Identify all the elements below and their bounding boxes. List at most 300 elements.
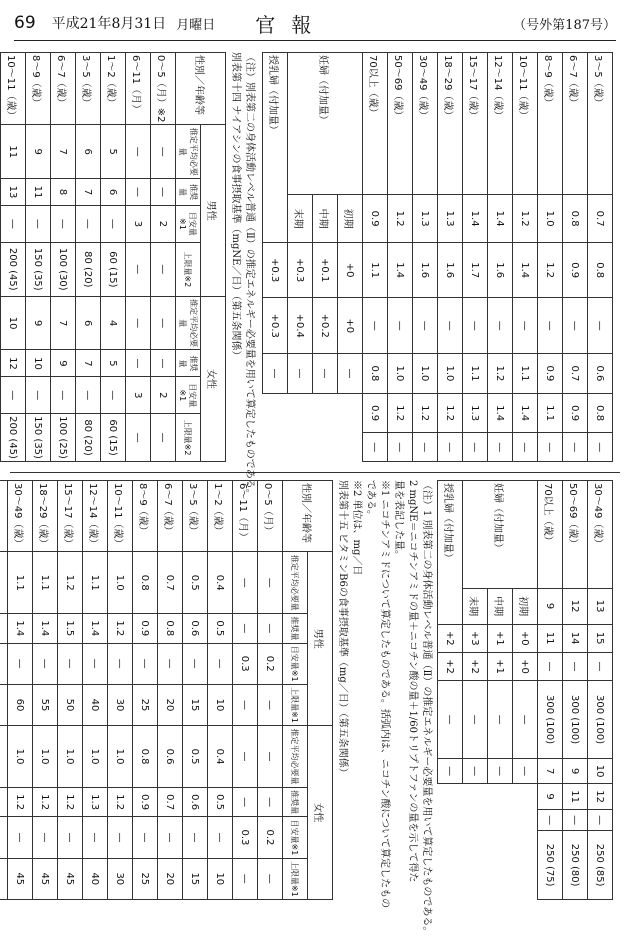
- table-cell: —: [538, 652, 563, 680]
- table-cell: +1: [488, 652, 513, 680]
- table-cell: 1.4: [463, 195, 488, 242]
- table-cell: 0.9: [538, 354, 563, 394]
- table-cell: —: [233, 858, 258, 899]
- table-cell: 1.2: [413, 393, 438, 433]
- table-cell: 3: [126, 206, 151, 243]
- table-cell: —: [563, 809, 588, 831]
- column-header: 目安量※1: [283, 817, 308, 858]
- table-cell: 200 (45): [1, 414, 26, 462]
- row-label: 6〜7（歳）: [51, 53, 76, 125]
- table-cell: —: [108, 817, 133, 858]
- row-label: 30〜49（歳）: [413, 53, 438, 195]
- table-cell: —: [233, 726, 258, 788]
- table-cell: 15: [183, 684, 208, 725]
- table-row: [438, 53, 463, 462]
- table-cell: 150 (35): [26, 414, 51, 462]
- table-cell: 1.2: [108, 787, 133, 816]
- table-cell: —: [538, 433, 563, 462]
- table-cell: 45: [58, 858, 83, 899]
- sex-age-header: 性別／年齢等: [176, 53, 226, 125]
- table-cell: —: [438, 433, 463, 462]
- table-cell: 200 (45): [1, 242, 26, 296]
- gazette-title: 官報: [255, 12, 328, 37]
- table-cell: —: [488, 433, 513, 462]
- upper-note: （注）別表第二の身体活動レベル普通（Ⅱ）の推定エネルギー必要量を用いて算定したものである。: [244, 52, 255, 499]
- table-cell: —: [183, 643, 208, 684]
- table-cell: 300 (100): [538, 681, 563, 759]
- table-cell: 9: [538, 588, 563, 624]
- row-label: 12〜14（歳）: [488, 53, 513, 195]
- table-cell: [0, 125, 1, 179]
- table-cell: —: [263, 354, 288, 394]
- table-cell: +0.3: [263, 242, 288, 298]
- table-cell: [0, 858, 8, 899]
- row-label: 0〜5（月）※2: [151, 53, 176, 125]
- table-cell: 2: [151, 206, 176, 243]
- table-cell: 1.2: [513, 195, 538, 242]
- table-cell: —: [83, 643, 108, 684]
- table-cell: —: [76, 377, 101, 414]
- table-cell: —: [488, 298, 513, 354]
- row-label: 6〜11（月）: [126, 53, 151, 125]
- female-header: 女性: [201, 296, 226, 461]
- table-cell: 0.5: [183, 726, 208, 788]
- row-label: 8〜9（歳）: [133, 481, 158, 552]
- table-cell: —: [588, 433, 613, 462]
- table-cell: 9: [538, 784, 563, 809]
- table-cell: +2: [438, 624, 463, 652]
- table-cell: 1.0: [58, 726, 83, 788]
- table-cell: 60: [8, 684, 33, 725]
- table-cell: 0.8: [133, 552, 158, 614]
- table-cell: 100 (25): [51, 414, 76, 462]
- table-cell: —: [151, 296, 176, 350]
- table-cell: —: [33, 643, 58, 684]
- table-cell: 7: [76, 350, 101, 377]
- table-cell: 0.9: [563, 393, 588, 433]
- table-cell: —: [126, 350, 151, 377]
- table-cell: [0, 552, 8, 614]
- table-cell: —: [208, 817, 233, 858]
- table-cell: 1.4: [513, 242, 538, 298]
- table-cell: —: [513, 433, 538, 462]
- group-label: 妊婦（付加量）: [288, 53, 363, 195]
- table-cell: —: [33, 817, 58, 858]
- niacin-table: [0, 52, 226, 462]
- table-cell: 300 (100): [563, 681, 588, 759]
- table15-caption: 別表第十五 ビタミンB6の食事摂取基準（mg／日）（第五条関係）: [337, 480, 348, 778]
- upper-panel: [5, 52, 613, 499]
- table-cell: 14: [563, 624, 588, 652]
- table-cell: 1.7: [463, 242, 488, 298]
- table-cell: —: [588, 809, 613, 831]
- column-header: 上限量※1: [283, 684, 308, 725]
- table-row: [76, 53, 101, 462]
- table-cell: —: [133, 817, 158, 858]
- table-row: [26, 53, 51, 462]
- table-cell: 0.9: [363, 393, 388, 433]
- table-cell: —: [258, 684, 283, 725]
- stage-label: 末期: [463, 588, 488, 624]
- column-header: 上限量※2: [176, 242, 201, 296]
- table-cell: 1.2: [8, 787, 33, 816]
- table-cell: —: [233, 552, 258, 614]
- table-cell: 0.9: [133, 787, 158, 816]
- row-label: 1〜2（歳）: [208, 481, 233, 552]
- table-cell: —: [463, 758, 488, 783]
- group-label: 妊婦（付加量）: [463, 481, 538, 589]
- page-header: [14, 6, 616, 41]
- table-cell: 12: [563, 588, 588, 624]
- table-cell: —: [288, 354, 313, 394]
- table-row: [33, 481, 58, 900]
- table-cell: —: [438, 298, 463, 354]
- table-row: [0, 53, 1, 462]
- row-label: 10〜11（歳）: [108, 481, 133, 552]
- table-cell: 11: [26, 179, 51, 206]
- table-cell: —: [513, 681, 538, 759]
- table-cell: —: [463, 298, 488, 354]
- table-cell: 0.7: [158, 552, 183, 614]
- table-cell: [0, 206, 1, 243]
- table-cell: 80 (20): [76, 414, 101, 462]
- column-header: 推定平均必要量: [176, 296, 201, 350]
- table-cell: 55: [33, 684, 58, 725]
- column-header: 推定平均必要量: [176, 125, 201, 179]
- table-cell: —: [76, 206, 101, 243]
- table-cell: 20: [158, 684, 183, 725]
- table-cell: 0.7: [588, 195, 613, 242]
- table-cell: 0.8: [363, 354, 388, 394]
- table-cell: 12: [1, 350, 26, 377]
- table-cell: 12: [588, 784, 613, 809]
- column-header: 推定平均必要量: [283, 726, 308, 788]
- table-row: [563, 481, 588, 900]
- row-label: 15〜17（歳）: [58, 481, 83, 552]
- table-cell: 1.2: [33, 787, 58, 816]
- table-row: [338, 53, 363, 462]
- table-cell: 11: [538, 624, 563, 652]
- table-cell: [0, 242, 1, 296]
- male-header: 男性: [201, 125, 226, 296]
- divider: [10, 472, 620, 473]
- table-cell: +0: [513, 652, 538, 680]
- table-row: [101, 53, 126, 462]
- table-cell: 5: [101, 350, 126, 377]
- table-cell: —: [513, 758, 538, 783]
- table-cell: 1.0: [108, 552, 133, 614]
- table-cell: 10: [208, 858, 233, 899]
- column-header: 上限量※1: [283, 858, 308, 899]
- table-cell: —: [151, 414, 176, 462]
- table-cell: —: [108, 643, 133, 684]
- table-cell: —: [26, 206, 51, 243]
- table-cell: 250 (85): [588, 831, 613, 900]
- table-cell: —: [133, 643, 158, 684]
- column-header: 推奨量: [283, 614, 308, 643]
- table-row: [8, 481, 33, 900]
- table-cell: 1.1: [363, 242, 388, 298]
- table-cell: +0.1: [313, 242, 338, 298]
- table-row: [438, 481, 463, 900]
- table-cell: —: [413, 298, 438, 354]
- table-cell: —: [463, 433, 488, 462]
- table-cell: 45: [33, 858, 58, 899]
- table-cell: 1.0: [538, 195, 563, 242]
- table-cell: —: [126, 125, 151, 179]
- table-cell: 80 (20): [76, 242, 101, 296]
- table-cell: +0: [513, 624, 538, 652]
- table-cell: 3: [126, 377, 151, 414]
- table-cell: 0.5: [208, 787, 233, 816]
- table-cell: —: [488, 681, 513, 759]
- table-cell: —: [258, 787, 283, 816]
- table-cell: 0.3: [233, 817, 258, 858]
- column-header: 上限量※2: [176, 414, 201, 462]
- sex-age-header: 性別／年齢等: [283, 481, 333, 552]
- table-cell: —: [151, 242, 176, 296]
- table-cell: 1.2: [438, 393, 463, 433]
- table-cell: —: [8, 817, 33, 858]
- table-cell: —: [563, 433, 588, 462]
- table-cell: +0.2: [313, 298, 338, 354]
- table-cell: +2: [463, 652, 488, 680]
- group-label: 授乳婦（付加量）: [263, 53, 288, 243]
- table-cell: 10: [26, 350, 51, 377]
- row-label: 12〜14（歳）: [83, 481, 108, 552]
- column-header: 推奨量: [176, 179, 201, 206]
- table-row: [363, 53, 388, 462]
- table-cell: 1.6: [438, 242, 463, 298]
- table-cell: 1.0: [33, 726, 58, 788]
- table-cell: 13: [588, 588, 613, 624]
- table-cell: 0.3: [233, 643, 258, 684]
- table-cell: 10: [208, 684, 233, 725]
- table-cell: —: [51, 377, 76, 414]
- table-cell: 1.0: [8, 726, 33, 788]
- table-cell: 1.2: [388, 195, 413, 242]
- stage-label: 末期: [288, 195, 313, 242]
- table-row: [1, 53, 26, 462]
- table-cell: —: [388, 433, 413, 462]
- table-cell: 0.8: [588, 242, 613, 298]
- table-row: [588, 481, 613, 900]
- table-cell: [0, 350, 1, 377]
- table-cell: 7: [51, 296, 76, 350]
- table-cell: 1.0: [388, 354, 413, 394]
- table-row: [133, 481, 158, 900]
- table-cell: 15: [588, 624, 613, 652]
- table-cell: 9: [51, 350, 76, 377]
- table-cell: 45: [8, 858, 33, 899]
- table-cell: 0.2: [258, 817, 283, 858]
- table-cell: 1.0: [438, 354, 463, 394]
- row-label: 18〜29（歳）: [33, 481, 58, 552]
- table-cell: [0, 787, 8, 816]
- table-cell: 1.3: [463, 393, 488, 433]
- table-row: [183, 481, 208, 900]
- row-label: 1〜2（歳）: [101, 53, 126, 125]
- table-cell: —: [338, 354, 363, 394]
- table-cell: 2: [151, 377, 176, 414]
- table-cell: 9: [563, 758, 588, 783]
- table-cell: 1.2: [488, 354, 513, 394]
- row-label: [0, 53, 1, 125]
- table-cell: 0.7: [563, 354, 588, 394]
- table-cell: [0, 643, 8, 684]
- table-cell: 50: [58, 684, 83, 725]
- table-cell: —: [58, 817, 83, 858]
- row-label: 50〜69（歳）: [563, 481, 588, 589]
- table-cell: 60 (15): [101, 414, 126, 462]
- table-cell: 1.1: [513, 354, 538, 394]
- table-cell: 6: [76, 125, 101, 179]
- table-cell: —: [363, 433, 388, 462]
- table-cell: 9: [26, 296, 51, 350]
- table-cell: 150 (35): [26, 242, 51, 296]
- table-cell: +1: [488, 624, 513, 652]
- table-row: [588, 53, 613, 462]
- row-label: 18〜29（歳）: [438, 53, 463, 195]
- note-line: （注）1 別表第二の身体活動レベル普通（Ⅱ）の推定エネルギー必要量を用いて算定したものである。: [421, 480, 432, 936]
- table-cell: 0.5: [183, 552, 208, 614]
- table-row: [413, 53, 438, 462]
- table-row: [388, 53, 413, 462]
- table-cell: 30: [108, 858, 133, 899]
- table-cell: —: [8, 643, 33, 684]
- table-row: [126, 53, 151, 462]
- table-row: [0, 481, 8, 900]
- weekday: 月曜日: [176, 17, 216, 33]
- column-header: 目安量※1: [176, 206, 201, 243]
- table-cell: 0.6: [158, 726, 183, 788]
- table-cell: +0: [338, 298, 363, 354]
- table-cell: 6: [76, 296, 101, 350]
- table-cell: —: [438, 758, 463, 783]
- row-label: 15〜17（歳）: [463, 53, 488, 195]
- table-cell: 250 (80): [563, 831, 588, 900]
- column-header: 推奨量: [176, 350, 201, 377]
- table-row: [233, 481, 258, 900]
- row-label: [0, 481, 8, 552]
- table-cell: 1.2: [108, 614, 133, 643]
- lower-notes: [349, 480, 433, 936]
- column-header: 推定平均必要量: [283, 552, 308, 614]
- table-cell: —: [126, 242, 151, 296]
- table-cell: +0: [338, 242, 363, 298]
- table-cell: 100 (30): [51, 242, 76, 296]
- row-label: 6〜7（歳）: [563, 53, 588, 195]
- table-cell: —: [258, 614, 283, 643]
- table-cell: 25: [133, 684, 158, 725]
- table-cell: —: [233, 684, 258, 725]
- table-cell: 1.1: [33, 552, 58, 614]
- table-cell: 1.6: [413, 242, 438, 298]
- table-cell: 0.8: [133, 726, 158, 788]
- table-cell: 1.6: [488, 242, 513, 298]
- row-label: 70以上（歳）: [363, 53, 388, 195]
- issue-date: 平成21年8月31日: [51, 16, 167, 32]
- table-cell: 1.2: [58, 787, 83, 816]
- table-cell: 1.3: [83, 787, 108, 816]
- table-cell: —: [83, 817, 108, 858]
- table-cell: 60 (15): [101, 242, 126, 296]
- table-row: [488, 53, 513, 462]
- lower-panel: [12, 480, 613, 936]
- stage-label: 初期: [513, 588, 538, 624]
- table-cell: 0.8: [158, 614, 183, 643]
- table-cell: 40: [83, 684, 108, 725]
- table-cell: —: [126, 296, 151, 350]
- table-cell: +0.4: [288, 298, 313, 354]
- table-cell: —: [588, 298, 613, 354]
- table-cell: —: [388, 298, 413, 354]
- table-cell: —: [208, 643, 233, 684]
- table-cell: —: [538, 298, 563, 354]
- female-header: 女性: [308, 726, 333, 900]
- table-cell: —: [258, 858, 283, 899]
- page-number: 69: [14, 13, 36, 33]
- table-row: [83, 481, 108, 900]
- table-cell: —: [158, 817, 183, 858]
- table-cell: —: [126, 179, 151, 206]
- table-cell: —: [101, 377, 126, 414]
- table-cell: 1.3: [438, 195, 463, 242]
- note-line: である。: [365, 480, 376, 520]
- stage-label: 中期: [488, 588, 513, 624]
- table-cell: —: [151, 179, 176, 206]
- column-header: 目安量※1: [283, 643, 308, 684]
- table-cell: 0.7: [158, 787, 183, 816]
- table-cell: +0.3: [263, 298, 288, 354]
- table-cell: —: [563, 652, 588, 680]
- issue-number: （号外第187号）: [513, 17, 616, 33]
- niacin-continuation-table-2: [437, 480, 613, 900]
- table-cell: 1.0: [83, 726, 108, 788]
- table14-caption: 別表第十四 ナイアシンの食事摂取基準（mgNE／日）（第五条関係）: [230, 52, 241, 361]
- table-cell: 1.1: [463, 354, 488, 394]
- column-header: 推奨量: [283, 787, 308, 816]
- table-cell: —: [26, 377, 51, 414]
- row-label: 30〜49（歳）: [588, 481, 613, 589]
- table-row: [108, 481, 133, 900]
- table-cell: —: [151, 350, 176, 377]
- table-cell: —: [588, 652, 613, 680]
- table-cell: —: [463, 681, 488, 759]
- table-row: [51, 53, 76, 462]
- row-label: 3〜5（歳）: [588, 53, 613, 195]
- table-cell: —: [233, 787, 258, 816]
- table-cell: —: [513, 298, 538, 354]
- table-row: [58, 481, 83, 900]
- table-cell: 0.8: [563, 195, 588, 242]
- table-cell: 0.9: [133, 614, 158, 643]
- table-cell: 0.2: [258, 643, 283, 684]
- table-row: [463, 53, 488, 462]
- note-line: 2 mgNE＝ニコチンアミドの量＋ニコチン酸の量＋1/60トリプトファンの量を示して得た: [407, 480, 418, 883]
- table-cell: 0.4: [208, 726, 233, 788]
- table-cell: [0, 817, 8, 858]
- table-cell: —: [58, 643, 83, 684]
- table-row: [208, 481, 233, 900]
- table-cell: —: [538, 809, 563, 831]
- table-cell: 1.4: [488, 393, 513, 433]
- table-cell: +2: [438, 652, 463, 680]
- table-cell: 40: [83, 858, 108, 899]
- row-label: 6〜7（歳）: [158, 481, 183, 552]
- table-row: [263, 53, 288, 462]
- table-cell: 1.2: [58, 552, 83, 614]
